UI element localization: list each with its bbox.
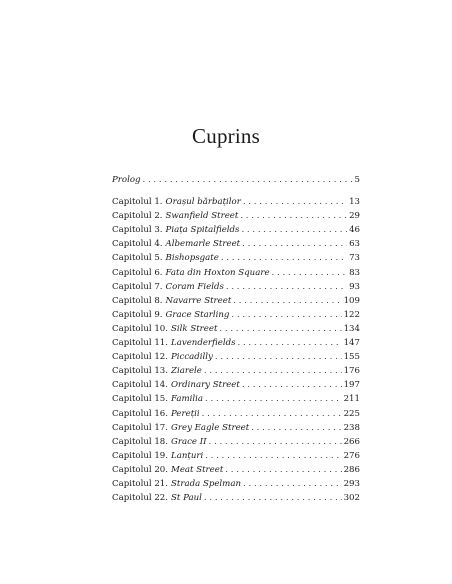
toc-entry — [112, 350, 360, 364]
toc-entry-title: Lavenderfields — [171, 338, 236, 349]
toc-leader-dots — [205, 392, 342, 406]
toc-leader-dots — [272, 266, 348, 280]
toc-entry — [112, 237, 360, 251]
toc-entry-title: Albemarle Street — [165, 239, 241, 250]
toc-chapter-label: Capitolul 19. — [112, 450, 169, 461]
toc-page-number: 197 — [343, 380, 360, 391]
toc-entry — [112, 336, 360, 350]
toc-page-number: 46 — [349, 225, 360, 236]
toc-page-number: 211 — [343, 394, 360, 405]
toc-entry-title: Pereții — [171, 408, 200, 419]
toc-chapter-label: Capitolul 15. — [112, 394, 169, 405]
toc-entry-title: Bishopsgate — [165, 253, 219, 264]
toc-entry — [112, 195, 360, 209]
toc-page-number: 63 — [349, 239, 360, 250]
toc-entry-title: Fata din Hoxton Square — [165, 267, 270, 278]
toc-chapter-label: Capitolul 8. — [112, 295, 163, 306]
toc-chapter-label: Capitolul 7. — [112, 281, 163, 292]
toc-page-number: 13 — [349, 197, 360, 208]
toc-entry-title: Familia — [171, 394, 204, 405]
toc-chapter-label: Capitolul 18. — [112, 436, 169, 447]
toc-page-number: 109 — [343, 295, 360, 306]
toc-leader-dots — [233, 294, 341, 308]
toc-page-number: 293 — [343, 478, 360, 489]
toc-entry-title: Silk Street — [171, 323, 218, 334]
toc-entry-title: Navarre Street — [165, 295, 232, 306]
toc-chapter-label: Capitolul 21. — [112, 478, 169, 489]
toc-entry — [112, 392, 360, 406]
toc-leader-dots — [243, 477, 342, 491]
toc-leader-dots — [251, 421, 341, 435]
toc-entry — [112, 209, 360, 223]
toc-entry — [112, 364, 360, 378]
toc-leader-dots — [202, 407, 342, 421]
toc-entry-title: Lanțuri — [171, 450, 204, 461]
toc-chapter-label: Capitolul 13. — [112, 366, 169, 377]
toc-leader-dots — [242, 237, 347, 251]
toc-page-number: 122 — [343, 309, 360, 320]
toc-chapter-label: Capitolul 5. — [112, 253, 163, 264]
toc-entry — [112, 491, 360, 505]
toc-entry-title: Piața Spitalfields — [165, 225, 240, 236]
toc-entry — [112, 421, 360, 435]
page-title: Cuprins — [192, 124, 260, 148]
toc-chapter-label: Capitolul 6. — [112, 267, 163, 278]
toc-entry — [112, 251, 360, 265]
toc-entry-title: St Paul — [171, 493, 202, 504]
toc-page-number: 225 — [343, 408, 360, 419]
toc-page-number: 83 — [349, 267, 360, 278]
toc-entry-title: Ziarele — [171, 366, 202, 377]
toc-entry — [112, 266, 360, 280]
toc-chapter-label: Capitolul 12. — [112, 352, 169, 363]
toc-chapter-label: Capitolul 10. — [112, 323, 169, 334]
toc-chapter-label: Capitolul 14. — [112, 380, 169, 391]
toc-entry — [112, 322, 360, 336]
toc-entry — [112, 294, 360, 308]
toc-entry — [112, 449, 360, 463]
toc-entry — [112, 223, 360, 237]
toc-entry — [112, 477, 360, 491]
toc-page-number: 29 — [349, 211, 360, 222]
toc-entry — [112, 407, 360, 421]
toc-leader-dots — [215, 350, 342, 364]
toc-entry-title: Piccadilly — [171, 352, 213, 363]
toc-chapter-label: Capitolul 3. — [112, 225, 163, 236]
toc-leader-dots — [225, 463, 341, 477]
toc-leader-dots — [221, 251, 347, 265]
toc-entry — [112, 308, 360, 322]
toc-entry — [112, 463, 360, 477]
toc-chapter-label: Capitolul 2. — [112, 211, 163, 222]
toc-entry-title: Grace Starling — [165, 309, 230, 320]
toc-page-number: 176 — [343, 366, 360, 377]
toc-page-number: 266 — [343, 436, 360, 447]
toc-leader-dots — [204, 491, 342, 505]
table-of-contents — [112, 173, 360, 505]
toc-page-number: 134 — [343, 323, 360, 334]
toc-chapter-label: Capitolul 4. — [112, 239, 163, 250]
toc-leader-dots — [243, 195, 347, 209]
toc-entry-title: Swanfield Street — [165, 211, 239, 222]
toc-leader-dots — [242, 378, 342, 392]
toc-chapter-label: Capitolul 9. — [112, 309, 163, 320]
toc-chapter-label: Capitolul 1. — [112, 197, 163, 208]
toc-page-number: 155 — [343, 352, 360, 363]
toc-entry-title: Ordinary Street — [171, 380, 240, 391]
toc-entry-title: Grace II — [171, 436, 207, 447]
toc-chapter-label: Capitolul 17. — [112, 422, 169, 433]
toc-entry-title: Strada Spelman — [171, 478, 241, 489]
toc-leader-dots — [240, 209, 347, 223]
toc-entry-prolog — [112, 173, 360, 187]
toc-entry — [112, 280, 360, 294]
toc-entry — [112, 435, 360, 449]
toc-page-number: 93 — [349, 281, 360, 292]
toc-page-number: 147 — [343, 338, 360, 349]
toc-page-number: 302 — [343, 493, 360, 504]
toc-entry-title: Coram Fields — [165, 281, 224, 292]
toc-leader-dots — [204, 364, 342, 378]
toc-leader-dots — [231, 308, 341, 322]
toc-entry — [112, 378, 360, 392]
toc-page-number: 238 — [343, 422, 360, 433]
toc-leader-dots — [143, 173, 353, 187]
toc-chapter-label: Capitolul 22. — [112, 493, 169, 504]
toc-leader-dots — [241, 223, 347, 237]
toc-leader-dots — [219, 322, 341, 336]
toc-entry-title: Orașul bărbaților — [165, 197, 241, 208]
toc-entry-title: Meat Street — [171, 464, 224, 475]
toc-chapter-label: Capitolul 11. — [112, 338, 169, 349]
toc-chapter-label: Capitolul 20. — [112, 464, 169, 475]
toc-chapter-label: Capitolul 16. — [112, 408, 169, 419]
toc-leader-dots — [209, 435, 342, 449]
toc-leader-dots — [226, 280, 347, 294]
toc-leader-dots — [205, 449, 341, 463]
toc-page-number: 5 — [354, 175, 360, 185]
toc-page-number: 276 — [343, 450, 360, 461]
toc-page-number: 286 — [343, 464, 360, 475]
toc-leader-dots — [238, 336, 342, 350]
toc-page-number: 73 — [349, 253, 360, 264]
toc-entry-title: Prolog — [112, 175, 141, 185]
toc-entry-title: Grey Eagle Street — [171, 422, 250, 433]
